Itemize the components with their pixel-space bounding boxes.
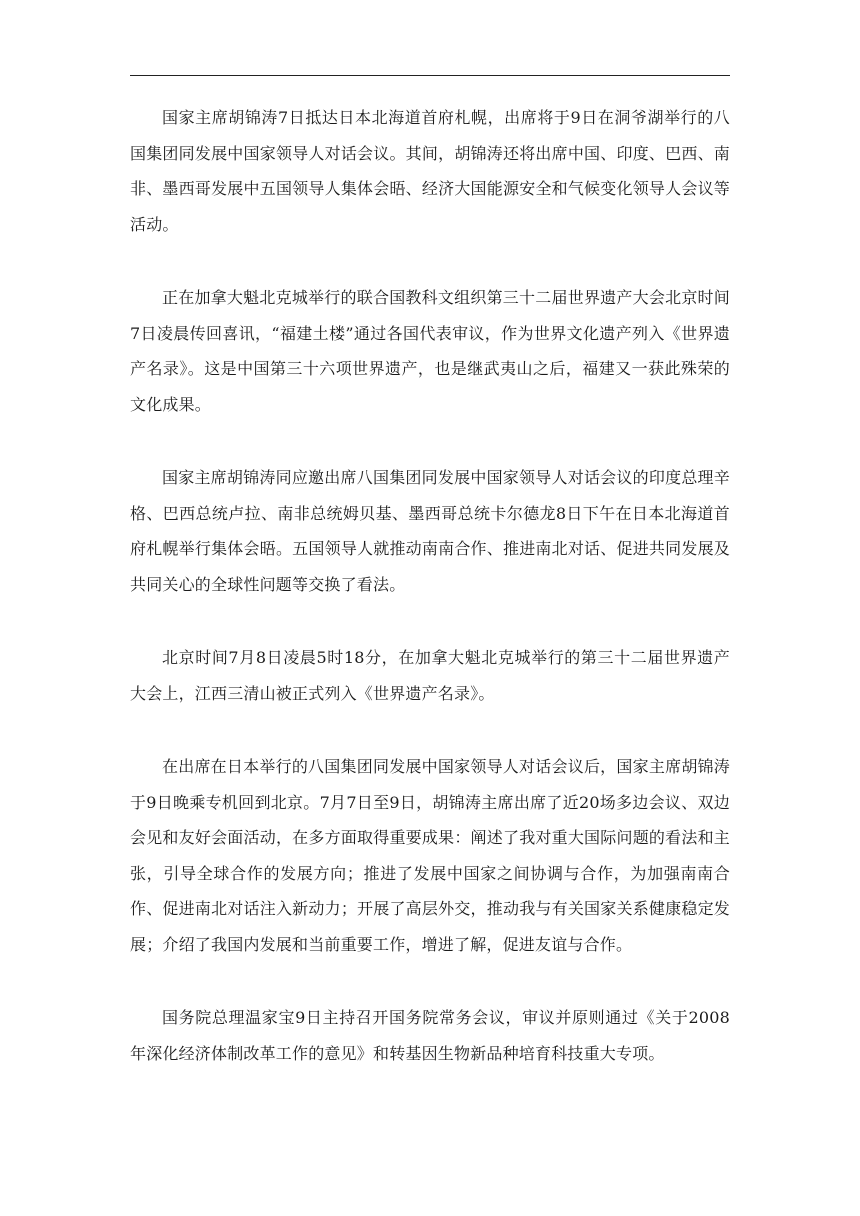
paragraph-1: 国家主席胡锦涛7日抵达日本北海道首府札幌，出席将于9日在洞爷湖举行的八国集团同发展中国家领导人对话会议。其间，胡锦涛还将出席中国、印度、巴西、南非、墨西哥发展中五国领导人集体会晤、经济大国能源安全和气候变化领导人会议等活动。 [130,108,730,234]
paragraph-3: 国家主席胡锦涛同应邀出席八国集团同发展中国家领导人对话会议的印度总理辛格、巴西总统卢拉、南非总统姆贝基、墨西哥总统卡尔德龙8日下午在日本北海道首府札幌举行集体会晤。五国领导人就推动南南合作、推进南北对话、促进共同发展及共同关心的全球性问题等交换了看法。 [130,468,730,594]
paragraph-5: 在出席在日本举行的八国集团同发展中国家领导人对话会议后，国家主席胡锦涛于9日晚乘专机回到北京。7月7日至9日，胡锦涛主席出席了近20场多边会议、双边会见和友好会面活动，在多方面取得重要成果：阐述了我对重大国际问题的看法和主张，引导全球合作的发展方向；推进了发展中国家之间协调与合作，为加强南南合作、促进南北对话注入新动力；开展了高层外交，推动我与有关国家关系健康稳定发展；介绍了我国内发展和当前重要工作，增进了解，促进友谊与合作。 [130,757,730,954]
paragraph-6: 国务院总理温家宝9日主持召开国务院常务会议，审议并原则通过《关于2008年深化经济体制改革工作的意见》和转基因生物新品种培育科技重大专项。 [130,1008,730,1063]
paragraph-4: 北京时间7月8日凌晨5时18分，在加拿大魁北克城举行的第三十二届世界遗产大会上，江西三清山被正式列入《世界遗产名录》。 [130,648,730,703]
paragraph-2: 正在加拿大魁北克城举行的联合国教科文组织第三十二届世界遗产大会北京时间7日凌晨传回喜讯，“福建土楼”通过各国代表审议，作为世界文化遗产列入《世界遗产名录》。这是中国第三十六项世界遗产，也是继武夷山之后，福建又一获此殊荣的文化成果。 [130,288,730,414]
header-rule [130,75,730,76]
document-body [130,100,730,1109]
